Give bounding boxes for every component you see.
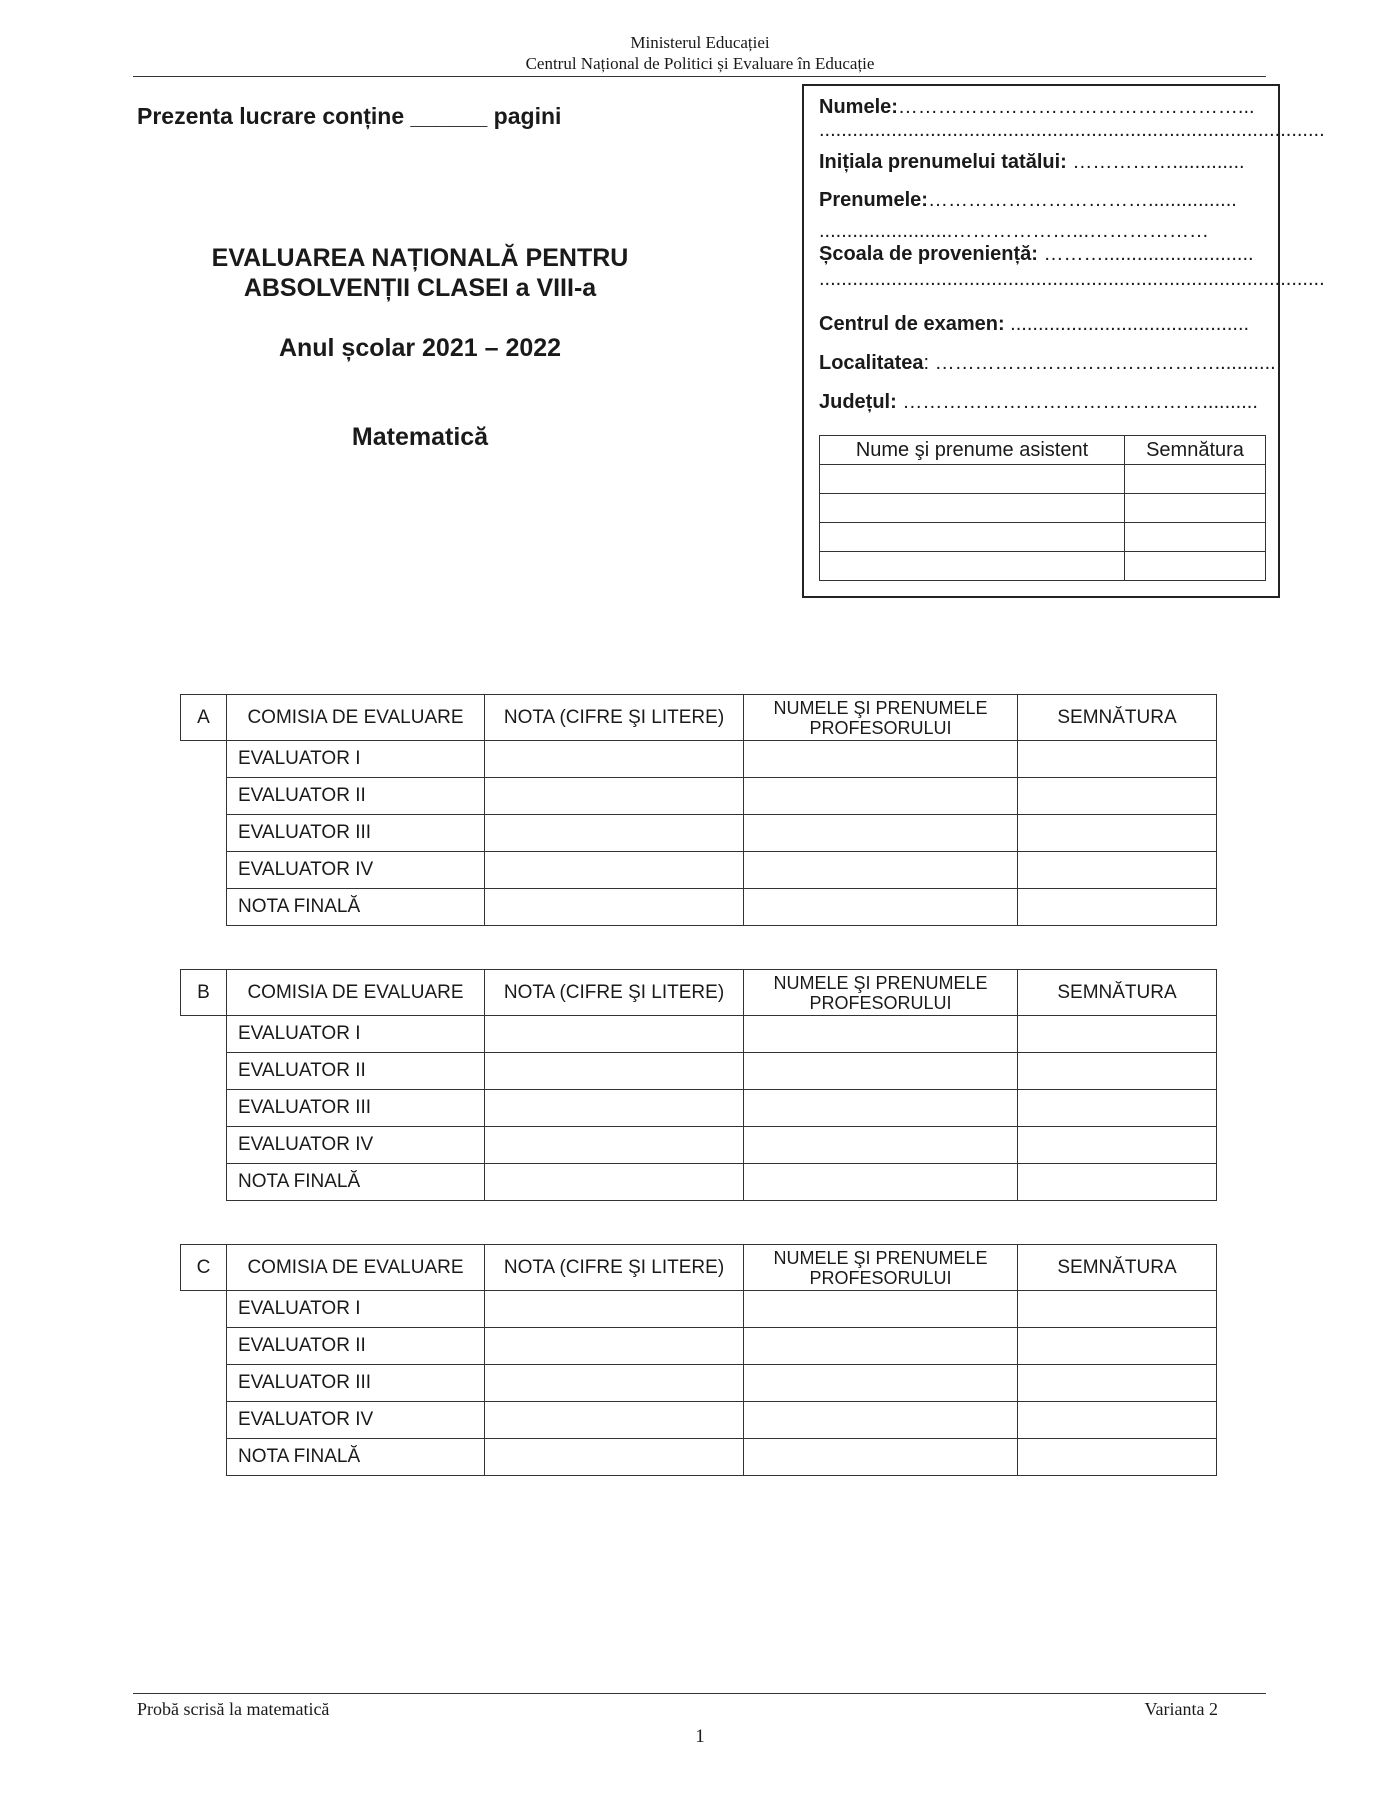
grade-cell[interactable] bbox=[485, 1365, 744, 1402]
center-heading: Centrul Național de Politici și Evaluare în Educație bbox=[525, 54, 875, 73]
table-row bbox=[181, 1090, 1217, 1127]
assistant-signature-cell[interactable] bbox=[1125, 465, 1266, 494]
table-row bbox=[181, 1053, 1217, 1090]
grade-header: NOTA (CIFRE ŞI LITERE) bbox=[485, 695, 744, 741]
table-row bbox=[181, 1127, 1217, 1164]
evaluator-label: NOTA FINALĂ bbox=[227, 889, 485, 926]
grade-cell[interactable] bbox=[485, 778, 744, 815]
assistant-name-header: Nume şi prenume asistent bbox=[820, 436, 1125, 465]
teacher-name-cell[interactable] bbox=[744, 889, 1018, 926]
teacher-name-header-line1: NUMELE ŞI PRENUMELE bbox=[773, 1247, 988, 1268]
teacher-name-header bbox=[744, 970, 1018, 1016]
signature-header: SEMNĂTURA bbox=[1018, 695, 1217, 741]
grade-cell[interactable] bbox=[485, 1328, 744, 1365]
table-row bbox=[181, 852, 1217, 889]
signature-cell[interactable] bbox=[1018, 1365, 1217, 1402]
teacher-name-cell[interactable] bbox=[744, 1328, 1018, 1365]
table-row bbox=[181, 1328, 1217, 1365]
grade-cell[interactable] bbox=[485, 1291, 744, 1328]
evaluator-label: NOTA FINALĂ bbox=[227, 1439, 485, 1476]
evaluator-label: EVALUATOR III bbox=[227, 1365, 485, 1402]
school-origin-field-continuation[interactable]: ........................................................................................... bbox=[819, 268, 1325, 290]
evaluation-table-b bbox=[180, 969, 1217, 1201]
evaluator-label: EVALUATOR I bbox=[227, 1016, 485, 1053]
teacher-name-cell[interactable] bbox=[744, 1439, 1018, 1476]
teacher-name-cell[interactable] bbox=[744, 778, 1018, 815]
evaluation-table-c bbox=[180, 1244, 1217, 1476]
grade-cell[interactable] bbox=[485, 1164, 744, 1201]
commission-header: COMISIA DE EVALUARE bbox=[227, 695, 485, 741]
pages-count-line: Prezenta lucrare conține ______ pagini bbox=[137, 103, 562, 129]
signature-cell[interactable] bbox=[1018, 1291, 1217, 1328]
teacher-name-cell[interactable] bbox=[744, 1402, 1018, 1439]
signature-header: SEMNĂTURA bbox=[1018, 1245, 1217, 1291]
teacher-name-cell[interactable] bbox=[744, 1090, 1018, 1127]
table-letter: B bbox=[181, 970, 227, 1016]
grade-header: NOTA (CIFRE ŞI LITERE) bbox=[485, 970, 744, 1016]
evaluator-label: EVALUATOR III bbox=[227, 815, 485, 852]
exam-subject: Matematică bbox=[351, 423, 489, 451]
teacher-name-cell[interactable] bbox=[744, 1053, 1018, 1090]
teacher-name-header bbox=[744, 695, 1018, 741]
teacher-name-header-line2: PROFESORULUI bbox=[809, 1267, 952, 1288]
assistant-name-cell[interactable] bbox=[820, 523, 1125, 552]
signature-cell[interactable] bbox=[1018, 741, 1217, 778]
table-row bbox=[181, 741, 1217, 778]
table-row bbox=[181, 1439, 1217, 1476]
evaluator-label: NOTA FINALĂ bbox=[227, 1164, 485, 1201]
name-field[interactable]: Numele:……………………………………………... bbox=[819, 96, 1255, 118]
signature-cell[interactable] bbox=[1018, 1016, 1217, 1053]
grade-cell[interactable] bbox=[485, 741, 744, 778]
commission-header: COMISIA DE EVALUARE bbox=[227, 1245, 485, 1291]
table-row bbox=[181, 889, 1217, 926]
grade-header: NOTA (CIFRE ŞI LITERE) bbox=[485, 1245, 744, 1291]
signature-cell[interactable] bbox=[1018, 815, 1217, 852]
evaluator-label: EVALUATOR I bbox=[227, 1291, 485, 1328]
assistant-signature-cell[interactable] bbox=[1125, 494, 1266, 523]
page-number: 1 bbox=[695, 1726, 705, 1747]
ministry-heading: Ministerul Educației bbox=[630, 33, 770, 52]
teacher-name-header-line1: NUMELE ŞI PRENUMELE bbox=[773, 972, 988, 993]
assistant-signature-header: Semnătura bbox=[1125, 436, 1266, 465]
assistant-signature-table bbox=[819, 435, 1266, 581]
school-year: Anul școlar 2021 – 2022 bbox=[278, 334, 562, 362]
signature-cell[interactable] bbox=[1018, 889, 1217, 926]
exam-center-field[interactable]: Centrul de examen: ........................................... bbox=[819, 313, 1250, 335]
table-row bbox=[181, 778, 1217, 815]
evaluator-label: EVALUATOR III bbox=[227, 1090, 485, 1127]
signature-cell[interactable] bbox=[1018, 1164, 1217, 1201]
table-row bbox=[181, 1016, 1217, 1053]
assistant-signature-cell[interactable] bbox=[1125, 523, 1266, 552]
locality-field[interactable]: Localitatea: ……………………………………........... bbox=[819, 352, 1276, 374]
grade-cell[interactable] bbox=[485, 815, 744, 852]
teacher-name-cell[interactable] bbox=[744, 1127, 1018, 1164]
school-origin-field[interactable]: Școala de proveniență: ………........................... bbox=[819, 243, 1254, 265]
father-initial-field[interactable]: Inițiala prenumelui tatălui: ……………............. bbox=[819, 151, 1245, 173]
assistant-name-cell[interactable] bbox=[820, 465, 1125, 494]
table-letter: C bbox=[181, 1245, 227, 1291]
table-row bbox=[181, 1164, 1217, 1201]
teacher-name-cell[interactable] bbox=[744, 1365, 1018, 1402]
first-name-field[interactable]: Prenumele:……………………………................ bbox=[819, 189, 1237, 211]
commission-header: COMISIA DE EVALUARE bbox=[227, 970, 485, 1016]
signature-cell[interactable] bbox=[1018, 1328, 1217, 1365]
grade-cell[interactable] bbox=[485, 889, 744, 926]
candidate-info-box bbox=[802, 84, 1325, 598]
assistant-signature-cell[interactable] bbox=[1125, 552, 1266, 581]
evaluator-label: EVALUATOR II bbox=[227, 1053, 485, 1090]
evaluator-label: EVALUATOR II bbox=[227, 1328, 485, 1365]
table-letter: A bbox=[181, 695, 227, 741]
name-field-continuation[interactable]: ........................................................................................... bbox=[819, 119, 1325, 141]
teacher-name-cell[interactable] bbox=[744, 1291, 1018, 1328]
teacher-name-header-line2: PROFESORULUI bbox=[809, 992, 952, 1013]
teacher-name-cell[interactable] bbox=[744, 815, 1018, 852]
evaluator-label: EVALUATOR I bbox=[227, 741, 485, 778]
teacher-name-cell[interactable] bbox=[744, 852, 1018, 889]
teacher-name-cell[interactable] bbox=[744, 1164, 1018, 1201]
teacher-name-header bbox=[744, 1245, 1018, 1291]
footer-exam-name: Probă scrisă la matematică bbox=[137, 1699, 330, 1719]
evaluator-label: EVALUATOR IV bbox=[227, 1402, 485, 1439]
table-row bbox=[181, 815, 1217, 852]
assistant-name-cell[interactable] bbox=[820, 552, 1125, 581]
signature-cell[interactable] bbox=[1018, 778, 1217, 815]
grade-cell[interactable] bbox=[485, 1127, 744, 1164]
signature-cell[interactable] bbox=[1018, 1439, 1217, 1476]
evaluator-label: EVALUATOR IV bbox=[227, 1127, 485, 1164]
county-field[interactable]: Județul: ……………………………………….......... bbox=[819, 391, 1258, 413]
header-divider bbox=[133, 76, 1266, 77]
grade-cell[interactable] bbox=[485, 1439, 744, 1476]
table-row bbox=[181, 1402, 1217, 1439]
signature-cell[interactable] bbox=[1018, 1127, 1217, 1164]
grade-cell[interactable] bbox=[485, 1402, 744, 1439]
grade-cell[interactable] bbox=[485, 1016, 744, 1053]
signature-cell[interactable] bbox=[1018, 1053, 1217, 1090]
teacher-name-cell[interactable] bbox=[744, 1016, 1018, 1053]
signature-cell[interactable] bbox=[1018, 852, 1217, 889]
footer-divider bbox=[133, 1693, 1266, 1694]
assistant-name-cell[interactable] bbox=[820, 494, 1125, 523]
teacher-name-header-line1: NUMELE ŞI PRENUMELE bbox=[773, 697, 988, 718]
grade-cell[interactable] bbox=[485, 1053, 744, 1090]
signature-cell[interactable] bbox=[1018, 1090, 1217, 1127]
footer-variant: Varianta 2 bbox=[1144, 1699, 1218, 1719]
evaluation-table-a bbox=[180, 694, 1217, 926]
table-row bbox=[181, 1365, 1217, 1402]
teacher-name-header-line2: PROFESORULUI bbox=[809, 717, 952, 738]
evaluator-label: EVALUATOR IV bbox=[227, 852, 485, 889]
teacher-name-cell[interactable] bbox=[744, 741, 1018, 778]
exam-title-line1: EVALUAREA NAȚIONALĂ PENTRU bbox=[211, 244, 629, 272]
first-name-field-continuation[interactable]: ........................………………...……………… bbox=[819, 220, 1210, 242]
exam-title-line2: ABSOLVENȚII CLASEI a VIII-a bbox=[243, 274, 597, 302]
grade-cell[interactable] bbox=[485, 852, 744, 889]
signature-cell[interactable] bbox=[1018, 1402, 1217, 1439]
signature-header: SEMNĂTURA bbox=[1018, 970, 1217, 1016]
evaluator-label: EVALUATOR II bbox=[227, 778, 485, 815]
grade-cell[interactable] bbox=[485, 1090, 744, 1127]
table-row bbox=[181, 1291, 1217, 1328]
